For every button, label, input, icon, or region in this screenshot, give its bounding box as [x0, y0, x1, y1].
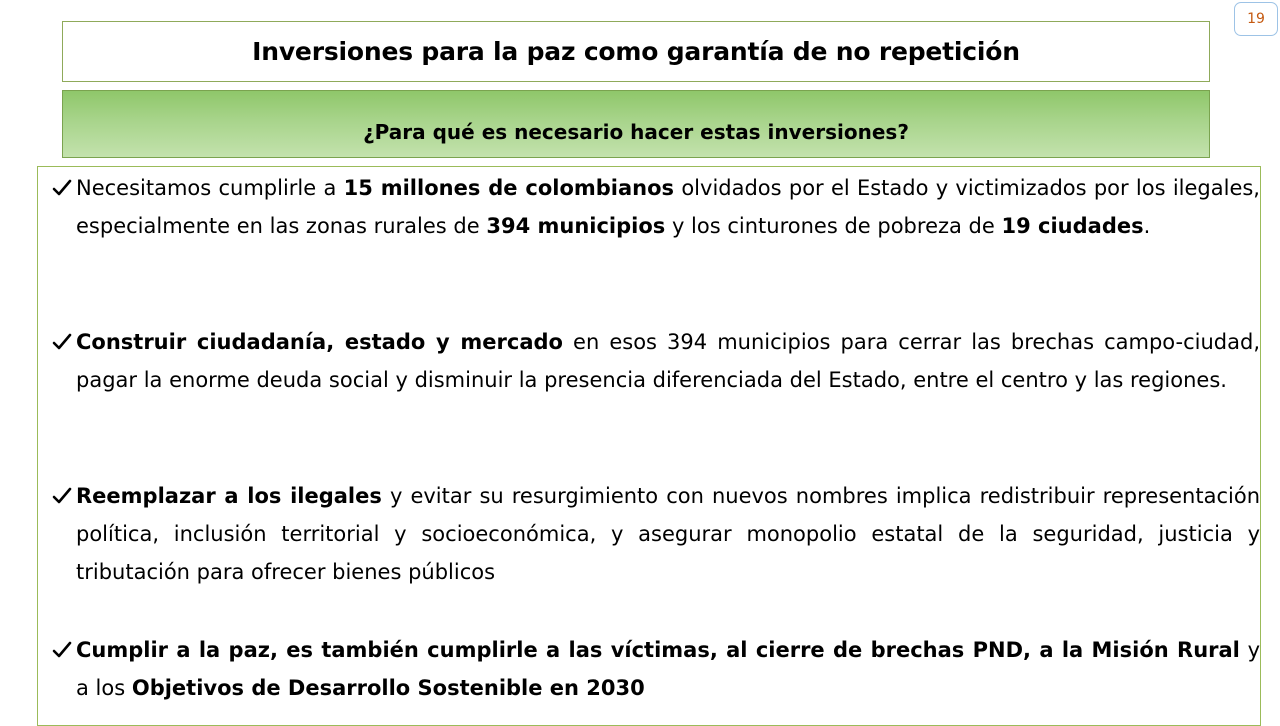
bullet-segment-bold: Construir ciudadanía, estado y mercado: [76, 330, 563, 354]
page-number: 19: [1234, 2, 1278, 36]
subtitle-banner: [62, 90, 1210, 158]
bullet-text: [76, 477, 1260, 591]
bullet-segment: .: [1143, 214, 1151, 238]
bullet-segment-bold: Reemplazar a los ilegales: [76, 484, 382, 508]
bullet-item: [52, 323, 1260, 399]
bullet-segment-bold: 19 ciudades: [1001, 214, 1144, 238]
bullet-list-box: [37, 166, 1261, 726]
bullet-item: [52, 477, 1260, 591]
slide-subtitle: ¿Para qué es necesario hacer estas inversiones?: [363, 120, 909, 144]
bullet-segment: olvidados por el Estado y victimizados por los ilegales, especialmente en las zonas rurales de: [76, 176, 1260, 238]
bullet-text: [76, 631, 1260, 707]
bullet-segment: y evitar su resurgimiento con nuevos nombres implica redistribuir representación política, inclusión territorial y socioeconómica, y asegurar monopolio estatal de la seguridad, justicia y tributación para ofrecer bienes públicos: [76, 484, 1261, 584]
checkmark-icon: [52, 631, 76, 669]
bullet-segment-bold: Objetivos de Desarrollo Sostenible en 2030: [131, 676, 645, 700]
bullet-segment-bold: Cumplir a la paz, es también cumplirle a las víctimas, al cierre de brechas PND, a la Misión Rural: [76, 638, 1240, 662]
bullet-segment: Necesitamos cumplirle a: [76, 176, 344, 200]
title-box: [62, 21, 1210, 82]
bullet-text: [76, 323, 1260, 399]
bullet-item: [52, 169, 1260, 245]
bullet-segment: y a los: [76, 638, 1260, 700]
bullet-segment-bold: 15 millones de colombianos: [343, 176, 675, 200]
bullet-segment-bold: 394 municipios: [486, 214, 666, 238]
bullet-item: [52, 631, 1260, 707]
bullet-segment: y los cinturones de pobreza de: [665, 214, 1002, 238]
bullet-text: [76, 169, 1260, 245]
bullet-segment: en esos 394 municipios para cerrar las brechas campo-ciudad, pagar la enorme deuda social y disminuir la presencia diferenciada del Estado, entre el centro y las regiones.: [76, 330, 1260, 392]
checkmark-icon: [52, 323, 76, 361]
slide-title: Inversiones para la paz como garantía de no repetición: [252, 37, 1020, 66]
checkmark-icon: [52, 169, 76, 207]
checkmark-icon: [52, 477, 76, 515]
